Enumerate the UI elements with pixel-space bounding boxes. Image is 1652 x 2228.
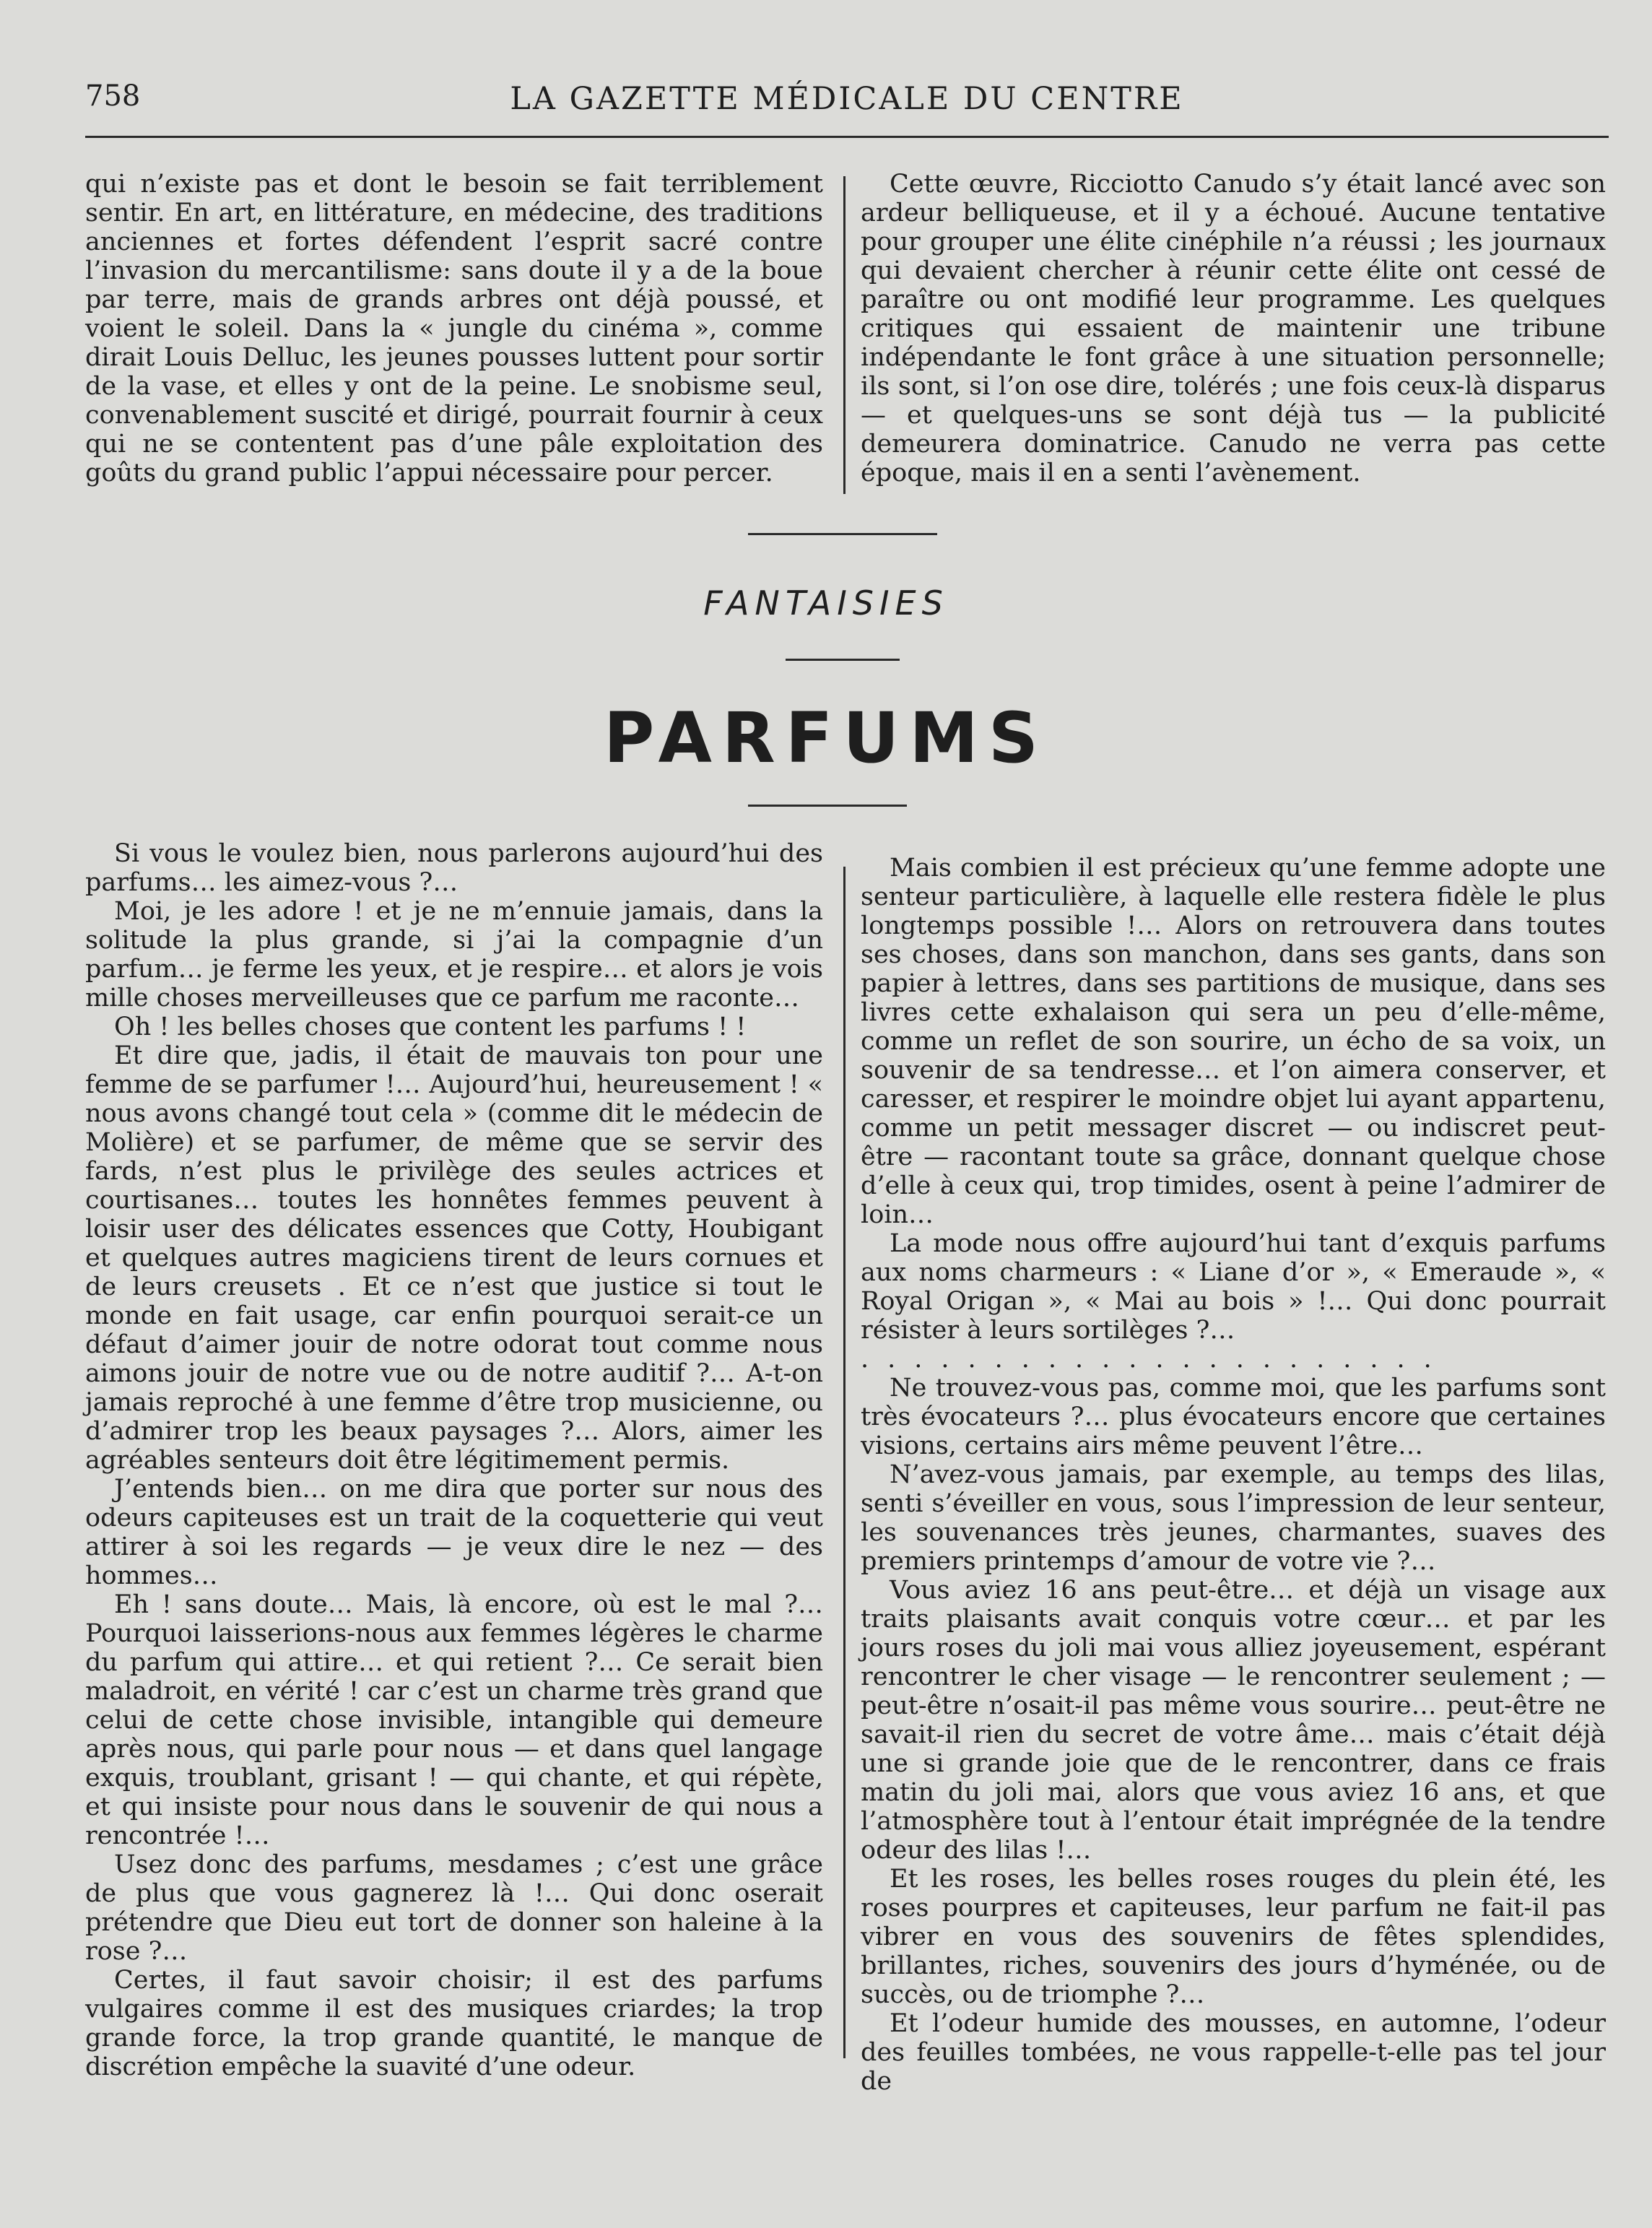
journal-title: LA GAZETTE MÉDICALE DU CENTRE — [510, 81, 1184, 117]
section-title: FANTAISIES — [703, 584, 949, 623]
paragraph: Oh ! les belles choses que content les parfums ! ! — [114, 1013, 747, 1041]
header-rule — [85, 136, 1609, 138]
paragraph: Eh ! sans doute… Mais, là encore, où est le mal ?… Pourquoi laisserions-nous aux femmes légères le charme du parfum qui attire… et qui retient ?… Ce serait bien maladroit, en vérité ! car c’est un charme très grand que celui de cette chose invisible, intangible qui demeure après nous, qui parle pour nous — et dans quel langage exquis, troublant, grisant ! — qui chante, et qui répète, et qui insiste pour nous dans le souvenir de qui nous a rencontrée !… — [85, 1590, 823, 1850]
article-left-column — [85, 839, 823, 2081]
column-divider — [843, 176, 845, 494]
section-rule — [748, 533, 937, 535]
paragraph: Ne trouvez-vous pas, comme moi, que les parfums sont très évocateurs ?… plus évocateurs encore que certaines visions, certains airs même peuvent l’être… — [861, 1374, 1606, 1460]
paragraph: Moi, je les adore ! et je ne m’ennuie jamais, dans la solitude la plus grande, si j’ai la compagnie d’un parfum… je ferme les yeux, et je respire… et alors je vois mille choses merveilleuses que ce parfum me raconte… — [85, 897, 823, 1013]
page-number: 758 — [85, 79, 141, 113]
paragraph: Et dire que, jadis, il était de mauvais ton pour une femme de se parfumer !… Aujourd’hui, heureusement ! « nous avons changé tout cela » (comme dit le médecin de Molière) et se parfumer, de même que se servir des fards, n’est plus le privilège des seules actrices et courtisanes… toutes les honnêtes femmes peuvent à loisir user des délicates essences que Cotty, Houbigant et quelques autres magiciens tirent de leurs cornues et de leurs creusets . Et ce n’est que justice si tout le monde en fait usage, car enfin pourquoi serait-ce un défaut d’aimer jouir de notre odorat tout comme nous aimons jouir de notre vue ou de notre auditif ?… A-t-on jamais reproché à une femme d’être trop musicienne, ou d’admirer trop les beaux paysages ?… Alors, aimer les agréables senteurs doit être légitimement permis. — [85, 1041, 823, 1475]
section-rule — [748, 805, 907, 807]
paragraph: Et l’odeur humide des mousses, en automne, l’odeur des feuilles tombées, ne vous rappelle-t-elle pas tel jour de — [861, 2009, 1606, 2096]
paragraph: Vous aviez 16 ans peut-être… et déjà un visage aux traits plaisants avait conquis votre cœur… et par les jours roses du joli mai vous alliez joyeusement, espérant rencontrer le cher visage — le rencontrer seulement ; — peut-être n’osait-il pas même vous sourire… peut-être ne savait-il rien du secret de votre âme… mais c’était déjà une si grande joie que de le rencontrer, dans ce frais matin du joli mai, alors que vous aviez 16 ans, et que l’atmosphère tout à l’entour était imprégnée de la tendre odeur des lilas !… — [861, 1576, 1606, 1865]
section-rule — [786, 659, 900, 661]
article-right-column — [861, 854, 1606, 2096]
paragraph: La mode nous offre aujourd’hui tant d’exquis parfums aux noms charmeurs : « Liane d’or », « Emeraude », « Royal Origan », « Mai au bois » !… Qui donc pourrait résister à leurs sortilèges ?… — [861, 1229, 1606, 1345]
paragraph: Usez donc des parfums, mesdames ; c’est une grâce de plus que vous gagnerez là !… Qui donc oserait prétendre que Dieu eut tort de donner son haleine à la rose ?… — [85, 1850, 823, 1966]
top-left-column — [85, 170, 823, 487]
paragraph: J’entends bien… on me dira que porter sur nous des odeurs capiteuses est un trait de la coquetterie qui veut attirer à soi les regards — je veux dire le nez — des hommes… — [85, 1475, 823, 1590]
paragraph: Et les roses, les belles roses rouges du plein été, les roses pourpres et capiteuses, leur parfum ne fait-il pas vibrer en vous des souvenirs de fêtes splendides, brillantes, riches, souvenirs des jours d’hyménée, ou de succès, ou de triomphe ?… — [861, 1865, 1606, 2009]
paragraph: Certes, il faut savoir choisir; il est des parfums vulgaires comme il est des musiques criardes; la trop grande force, la trop grande quantité, le manque de discrétion empêche la suavité d’une odeur. — [85, 1966, 823, 2081]
paragraph: Si vous le voulez bien, nous parlerons aujourd’hui des parfums… les aimez-vous ?… — [85, 839, 823, 897]
paragraph: qui n’existe pas et dont le besoin se fait terriblement sentir. En art, en littérature, en médecine, des traditions anciennes et fortes défendent l’esprit sacré contre l’invasion du mercantilisme: sans doute il y a de la boue par terre, mais de grands arbres ont déjà poussé, et voient le soleil. Dans la « jungle du cinéma », comme dirait Louis Delluc, les jeunes pousses luttent pour sortir de la vase, et elles y ont de la peine. Le snobisme seul, convenablement suscité et dirigé, pourrait fournir à ceux qui ne se contentent pas d’une pâle exploitation des goûts du grand public l’appui nécessaire pour percer. — [85, 170, 823, 487]
paragraph: Cette œuvre, Ricciotto Canudo s’y était lancé avec son ardeur belliqueuse, et il y a échoué. Aucune tentative pour grouper une élite cinéphile n’a réussi ; les journaux qui devaient chercher à réunir cette élite ont cessé de paraître ou ont modifié leur programme. Les quelques critiques qui essaient de maintenir une tribune indépendante le font grâce à une situation personnelle; ils sont, si l’on ose dire, tolérés ; une fois ceux-là disparus — et quelques-uns se sont déjà tus — la publicité demeurera dominatrice. Canudo ne verra pas cette époque, mais il en a senti l’avènement. — [861, 170, 1606, 487]
dot-separator: ...................... — [861, 1345, 1451, 1374]
paragraph: N’avez-vous jamais, par exemple, au temps des lilas, senti s’éveiller en vous, sous l’impression de leur senteur, les souvenances très jeunes, charmantes, suaves des premiers printemps d’amour de votre vie ?… — [861, 1460, 1606, 1576]
page-header — [85, 77, 1609, 136]
top-right-column — [861, 170, 1606, 487]
article-title: PARFUMS — [604, 698, 1048, 779]
paragraph: Mais combien il est précieux qu’une femme adopte une senteur particulière, à laquelle elle restera fidèle le plus longtemps possible !… Alors on retrouvera dans toutes ses choses, dans son manchon, dans ses gants, dans son papier à lettres, dans ses partitions de musique, dans ses livres cette exhalaison qui sera un peu d’elle-même, comme un reflet de son sourire, un écho de sa voix, un souvenir de sa tendresse… et l’on aimera conserver, et caresser, et respirer le moindre objet lui ayant appartenu, comme un petit messager discret — ou indiscret peut-être — racontant toute sa grâce, donnant quelque chose d’elle à ceux qui, trop timides, osent à peine l’admirer de loin… — [861, 854, 1606, 1229]
column-divider — [843, 867, 845, 2058]
